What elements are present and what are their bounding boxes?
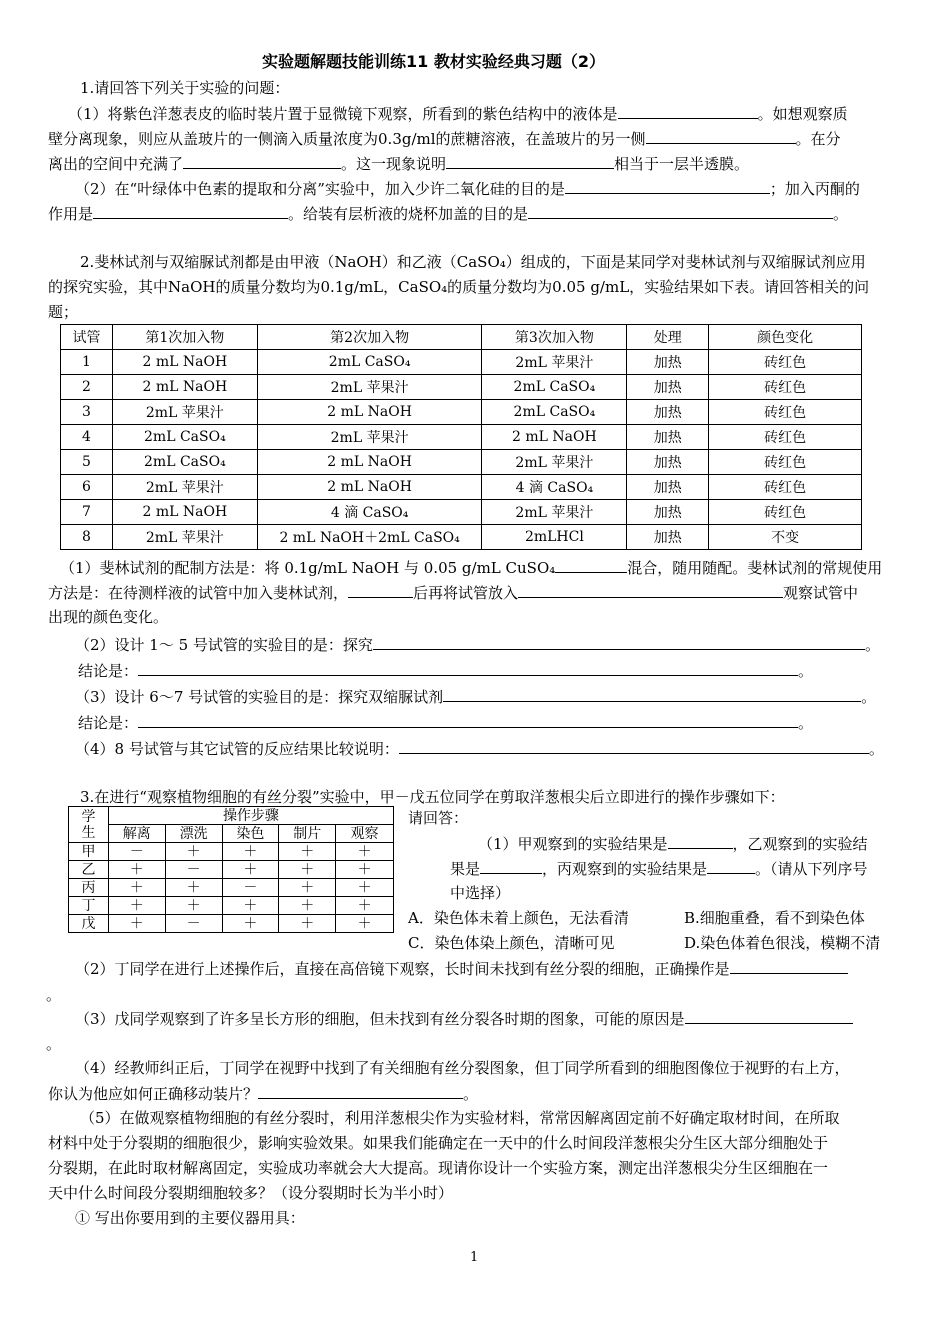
answer-blank[interactable]: [646, 128, 796, 144]
table-cell: ＋: [222, 843, 279, 861]
q3-ask: 请回答：: [408, 809, 469, 827]
table-cell: 2mL CaSO₄: [482, 400, 627, 425]
q2-s3: （3）设计 6～7 号试管的实验目的是：探究双缩脲试剂 。: [75, 688, 877, 706]
table-cell: 4 滴 CaSO₄: [482, 475, 627, 500]
table-cell: －: [222, 879, 279, 897]
answer-blank[interactable]: [555, 557, 627, 573]
table-row: [61, 375, 862, 400]
table-cell: －: [108, 843, 165, 861]
table-row: [69, 861, 394, 879]
table-header-cell: 制片: [279, 825, 336, 843]
table-header-cell: 漂洗: [165, 825, 222, 843]
table-cell: 2 mL NaOH: [257, 450, 482, 475]
q1-p1-line2: 壁分离现象，则应从盖玻片的一侧滴入质量浓度为0.3g/ml的蔗糖溶液，在盖玻片的另一侧 。在分: [48, 130, 841, 148]
table-header-row: [69, 807, 394, 825]
q2-s1-line2: 方法是：在待测样液的试管中加入斐林试剂， 后再将试管放入 观察试管中: [48, 584, 859, 602]
q1-intro: 1.请回答下列关于实验的问题：: [80, 79, 290, 97]
table-cell: 2 mL NaOH: [112, 375, 257, 400]
answer-blank[interactable]: [480, 858, 542, 874]
table-header-cell: 颜色变化: [709, 325, 862, 350]
table-cell: 2mL CaSO₄: [112, 450, 257, 475]
table-cell: ＋: [279, 843, 336, 861]
table-row: [61, 425, 862, 450]
table-header-cell: 试管: [61, 325, 113, 350]
table-cell: 加热: [627, 525, 709, 550]
q3-p1-line1: （1）甲观察到的实验结果是 ，乙观察到的实验结: [478, 835, 868, 853]
table-cell: 2mL 苹果汁: [112, 525, 257, 550]
table-cell: 2mL 苹果汁: [482, 500, 627, 525]
q3-p3: （3）戊同学观察到了许多呈长方形的细胞，但未找到有丝分裂各时期的图象，可能的原因是: [75, 1008, 853, 1029]
answer-blank[interactable]: [668, 833, 733, 849]
table-cell: ＋: [222, 897, 279, 915]
table-header-cell: 第1次加入物: [112, 325, 257, 350]
table-cell: ＋: [108, 879, 165, 897]
table-cell: 加热: [627, 475, 709, 500]
table-cell: 2mL 苹果汁: [257, 425, 482, 450]
table-cell: ＋: [108, 915, 165, 933]
table-cell: 2mL 苹果汁: [482, 450, 627, 475]
table-row: [69, 879, 394, 897]
q3-option-b: B.细胞重叠，看不到染色体: [684, 909, 865, 927]
answer-blank[interactable]: [730, 958, 848, 974]
table-cell: 砖红色: [709, 450, 862, 475]
q3-p3-end: 。: [46, 1035, 62, 1053]
table-header-cell: 解离: [108, 825, 165, 843]
table-header-cell: 操作步骤: [108, 807, 393, 825]
q3-p5-line4: 天中什么时间段分裂期细胞较多？（设分裂期时长为半小时）: [48, 1184, 454, 1202]
table-cell: ＋: [336, 897, 394, 915]
table-cell: 砖红色: [709, 400, 862, 425]
table-cell: ＋: [336, 861, 394, 879]
table-row: [69, 915, 394, 933]
table-row: [61, 475, 862, 500]
table-header-cell: 学 生: [69, 807, 109, 843]
table-cell: ＋: [279, 879, 336, 897]
table-cell: 加热: [627, 350, 709, 375]
table-cell: 2mL 苹果汁: [257, 375, 482, 400]
q2-s1-line3: 出现的颜色变化。: [48, 608, 169, 626]
answer-blank[interactable]: [373, 634, 865, 650]
table-cell: 2: [61, 375, 113, 400]
q2-s1-line1: （1）斐林试剂的配制方法是：将 0.1g/mL NaOH 与 0.05 g/mL CuSO₄ 混合，随用随配。斐林试剂的常规使用: [60, 559, 883, 577]
q1-p1-line3: 离出的空间中充满了 。这一现象说明 相当于一层半透膜。: [48, 155, 750, 173]
q3-p5-line1: （5）在做观察植物细胞的有丝分裂时，利用洋葱根尖作为实验材料，常常因解离固定前不好确定取材时间，在所取: [80, 1109, 840, 1127]
q2-intro-line2: 的探究实验，其中NaOH的质量分数均为0.1g/mL，CaSO₄的质量分数均为0.05 g/mL，实验结果如下表。请回答相关的问: [48, 278, 870, 296]
table-cell: 2mL CaSO₄: [482, 375, 627, 400]
answer-blank[interactable]: [565, 178, 770, 194]
q3-p4-line2: 你认为他应如何正确移动装片？ 。: [48, 1085, 479, 1103]
answer-blank[interactable]: [348, 582, 413, 598]
table-row: [69, 843, 394, 861]
table-header-cell: 处理: [627, 325, 709, 350]
answer-blank[interactable]: [443, 686, 861, 702]
table-cell: ＋: [336, 843, 394, 861]
q1-p2-line1: （2）在“叶绿体中色素的提取和分离”实验中，加入少许二氧化硅的目的是 ；加入丙酮的: [75, 180, 860, 198]
q3-option-c: C．染色体染上颜色，清晰可见: [408, 934, 615, 952]
answer-blank[interactable]: [93, 203, 288, 219]
table-cell: 2 mL NaOH: [257, 475, 482, 500]
table-header-cell: 观察: [336, 825, 394, 843]
table-cell: 砖红色: [709, 425, 862, 450]
table-cell: 4: [61, 425, 113, 450]
answer-blank[interactable]: [618, 103, 758, 119]
table-cell: 戊: [69, 915, 109, 933]
q3-p2-end: 。: [46, 986, 62, 1004]
answer-blank[interactable]: [518, 582, 783, 598]
table-cell: －: [165, 915, 222, 933]
answer-blank[interactable]: [707, 858, 755, 874]
table-header-cell: 第3次加入物: [482, 325, 627, 350]
table-cell: ＋: [165, 897, 222, 915]
table-cell: －: [165, 861, 222, 879]
q2-intro-line1: 2.斐林试剂与双缩脲试剂都是由甲液（NaOH）和乙液（CaSO₄）组成的，下面是某同学对斐林试剂与双缩脲试剂应用: [80, 253, 866, 271]
q3-p4-line1: （4）经教师纠正后，丁同学在视野中找到了有关细胞有丝分裂图象，但丁同学所看到的细胞图像位于视野的右上方，: [75, 1059, 850, 1077]
q3-p5-line3: 分裂期，在此时取材解离固定，实验成功率就会大大提高。现请你设计一个实验方案，测定出洋葱根尖分生区细胞在一: [48, 1159, 829, 1177]
table-cell: 2 mL NaOH: [112, 350, 257, 375]
table-header-row: [69, 825, 394, 843]
table-cell: 1: [61, 350, 113, 375]
table-header-cell: 染色: [222, 825, 279, 843]
q3-p5-item1: ① 写出你要用到的主要仪器用具：: [75, 1209, 305, 1227]
table-cell: ＋: [336, 879, 394, 897]
table-cell: 4 滴 CaSO₄: [257, 500, 482, 525]
answer-blank[interactable]: [138, 712, 798, 728]
table-header-row: [61, 325, 862, 350]
answer-blank[interactable]: [446, 153, 614, 169]
table-cell: 6: [61, 475, 113, 500]
table-cell: 乙: [69, 861, 109, 879]
q2-intro-line3: 题；: [48, 303, 79, 321]
table-cell: 2 mL NaOH＋2mL CaSO₄: [257, 525, 482, 550]
table-cell: 不变: [709, 525, 862, 550]
table-row: [69, 897, 394, 915]
q1-p2-line2: 作用是 。给装有层析液的烧杯加盖的目的是 。: [48, 205, 849, 223]
table-cell: 丁: [69, 897, 109, 915]
table-cell: ＋: [165, 879, 222, 897]
table-cell: 2mL 苹果汁: [112, 475, 257, 500]
table-cell: ＋: [108, 897, 165, 915]
table-row: [61, 525, 862, 550]
table-cell: 2mL 苹果汁: [482, 350, 627, 375]
page-number: 1: [470, 1250, 479, 1265]
table-cell: 2 mL NaOH: [482, 425, 627, 450]
table-row: [61, 500, 862, 525]
q3-p5-line2: 材料中处于分裂期的细胞很少，影响实验效果。如果我们能确定在一天中的什么时间段洋葱根尖分生区大部分细胞处于: [48, 1134, 829, 1152]
table-cell: 2mL 苹果汁: [112, 400, 257, 425]
table-cell: 加热: [627, 425, 709, 450]
q3-p1-line2: 果是 ，丙观察到的实验结果是 。（请从下列序号: [450, 860, 868, 878]
table-header-cell: 第2次加入物: [257, 325, 482, 350]
answer-blank[interactable]: [399, 738, 869, 754]
table-row: [61, 350, 862, 375]
table-cell: ＋: [279, 897, 336, 915]
table-cell: ＋: [336, 915, 394, 933]
table-cell: 2mL CaSO₄: [257, 350, 482, 375]
table-cell: 甲: [69, 843, 109, 861]
answer-blank[interactable]: [138, 660, 798, 676]
answer-blank[interactable]: [258, 1083, 463, 1099]
table-cell: 加热: [627, 450, 709, 475]
q3-intro: 3.在进行“观察植物细胞的有丝分裂”实验中，甲－戊五位同学在剪取洋葱根尖后立即进行的操作步骤如下：: [80, 788, 785, 806]
table-cell: ＋: [165, 843, 222, 861]
operation-table: [68, 806, 394, 933]
table-cell: 加热: [627, 500, 709, 525]
q3-option-a: A．染色体未着上颜色，无法看清: [408, 909, 629, 927]
table-cell: 砖红色: [709, 375, 862, 400]
table-cell: 3: [61, 400, 113, 425]
table-cell: 砖红色: [709, 350, 862, 375]
q3-p2: （2）丁同学在进行上述操作后，直接在高倍镜下观察，长时间未找到有丝分裂的细胞，正确操作是: [75, 958, 848, 979]
reagent-table: [60, 324, 862, 550]
table-row: [61, 400, 862, 425]
table-cell: 加热: [627, 375, 709, 400]
table-cell: ＋: [279, 861, 336, 879]
answer-blank[interactable]: [183, 153, 341, 169]
table-row: [61, 450, 862, 475]
q2-s4: （4）8 号试管与其它试管的反应结果比较说明： 。: [75, 740, 884, 758]
table-cell: ＋: [222, 861, 279, 879]
q2-s2-conclusion: 结论是： 。: [78, 662, 814, 680]
table-cell: 2 mL NaOH: [257, 400, 482, 425]
q1-p1-line1: （1）将紫色洋葱表皮的临时装片置于显微镜下观察，所看到的紫色结构中的液体是 。如想观察质: [68, 105, 848, 123]
table-cell: 5: [61, 450, 113, 475]
table-cell: 8: [61, 525, 113, 550]
q3-p1-line3: 中选择）: [450, 884, 511, 902]
q3-option-d: D.染色体着色很浅，模糊不清: [684, 934, 881, 952]
page-title: 实验题解题技能训练11 教材实验经典习题（2）: [262, 52, 605, 71]
q2-s3-conclusion: 结论是： 。: [78, 714, 814, 732]
table-cell: ＋: [279, 915, 336, 933]
table-cell: 7: [61, 500, 113, 525]
table-cell: 加热: [627, 400, 709, 425]
table-cell: 砖红色: [709, 475, 862, 500]
table-cell: 2 mL NaOH: [112, 500, 257, 525]
answer-blank[interactable]: [528, 203, 833, 219]
table-cell: 2mLHCl: [482, 525, 627, 550]
answer-blank[interactable]: [685, 1008, 853, 1024]
table-cell: 砖红色: [709, 500, 862, 525]
table-cell: 2mL CaSO₄: [112, 425, 257, 450]
table-cell: ＋: [222, 915, 279, 933]
table-cell: ＋: [108, 861, 165, 879]
q2-s2: （2）设计 1～ 5 号试管的实验目的是：探究 。: [75, 636, 880, 654]
table-cell: 丙: [69, 879, 109, 897]
